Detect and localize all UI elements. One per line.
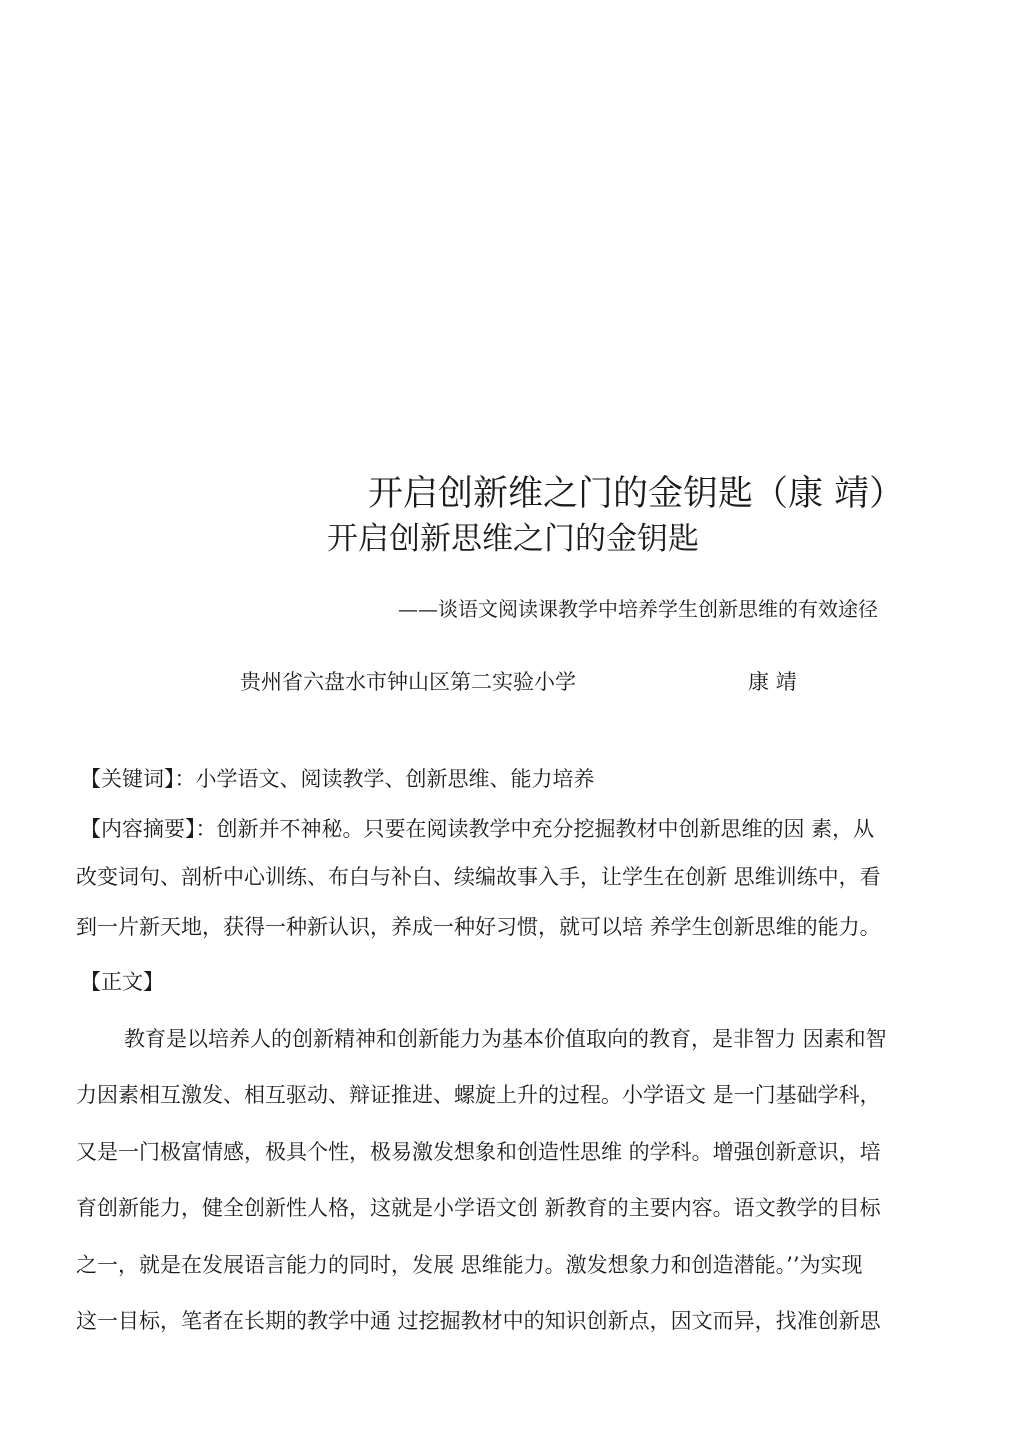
document-subtitle-main: 开启创新思维之门的金钥匙 bbox=[327, 521, 699, 557]
body-line: 之一，就是在发展语言能力的同时，发展 思维能力。激发想象力和创造潜能。’’为实现 bbox=[76, 1253, 863, 1277]
body-line: 这一目标，笔者在长期的教学中通 过挖掘教材中的知识创新点，因文而异，找准创新思 bbox=[76, 1309, 881, 1333]
body-line: 教育是以培养人的创新精神和创新能力为基本价值取向的教育，是非智力 因素和智 bbox=[124, 1027, 887, 1051]
author-school: 贵州省六盘水市钟山区第二实验小学 bbox=[240, 670, 576, 694]
abstract-line: 【内容摘要】：创新并不神秘。只要在阅读教学中充分挖掘教材中创新思维的因 素，从 bbox=[80, 817, 875, 841]
body-heading: 【正文】 bbox=[80, 970, 164, 994]
body-line: 育创新能力，健全创新性人格，这就是小学语文创 新教育的主要内容。语文教学的目标 bbox=[76, 1196, 881, 1220]
author-name: 康 靖 bbox=[748, 670, 797, 694]
abstract-line: 改变词句、剖析中心训练、布白与补白、续编故事入手，让学生在创新 思维训练中，看 bbox=[76, 865, 881, 889]
document-subtitle: ——谈语文阅读课教学中培养学生创新思维的有效途径 bbox=[398, 597, 878, 621]
document-title: 开启创新维之门的金钥匙（康 靖） bbox=[368, 474, 905, 514]
body-line: 力因素相互激发、相互驱动、辩证推进、螺旋上升的过程。小学语文 是一门基础学科， bbox=[76, 1083, 881, 1107]
keywords-line: 【关键词】：小学语文、阅读教学、创新思维、能力培养 bbox=[80, 767, 595, 791]
abstract-line: 到一片新天地，获得一种新认识，养成一种好习惯，就可以培 养学生创新思维的能力。 bbox=[76, 915, 881, 939]
body-line: 又是一门极富情感，极具个性，极易激发想象和创造性思维 的学科。增强创新意识，培 bbox=[76, 1140, 881, 1164]
